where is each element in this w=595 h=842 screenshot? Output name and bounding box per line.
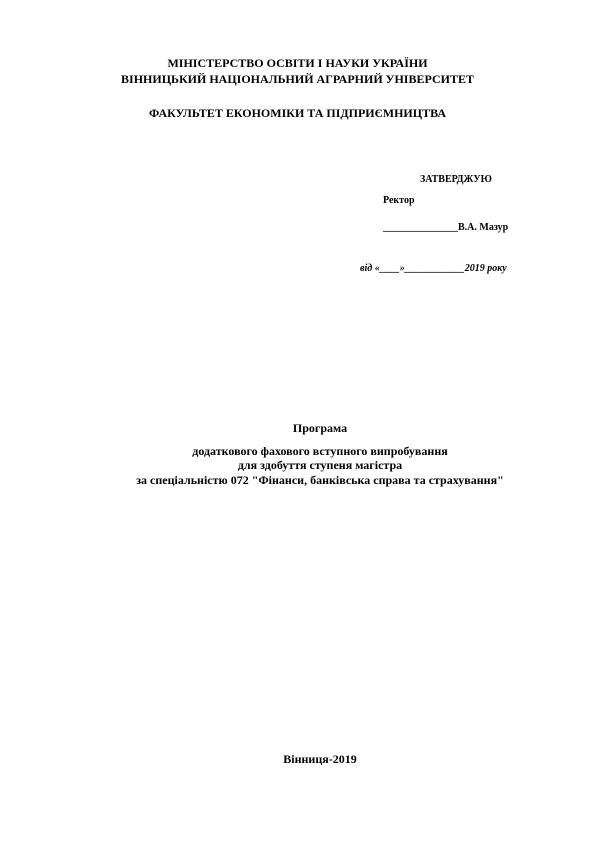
faculty-heading: ФАКУЛЬТЕТ ЕКОНОМІКИ ТА ПІДПРИЄМНИЦТВА — [148, 106, 447, 120]
approver-signature-line: _______________В.А. Мазур — [383, 222, 509, 233]
program-subtitle-line-2: для здобуття ступеня магістра — [237, 458, 403, 472]
program-title: Програма — [292, 421, 348, 435]
program-specialty-line: за спеціальністю 072 "Фінанси, банківська справа та страхування" — [136, 473, 504, 487]
university-heading: ВІННИЦЬКИЙ НАЦІОНАЛЬНИЙ АГРАРНИЙ УНІВЕРСИТЕТ — [121, 72, 474, 86]
ministry-heading: МІНІСТЕРСТВО ОСВІТИ І НАУКИ УКРАЇНИ — [167, 56, 428, 70]
approver-position: Ректор — [383, 195, 415, 206]
city-year: Вінниця-2019 — [283, 752, 357, 766]
program-subtitle-line-1: додаткового фахового вступного випробування — [192, 444, 448, 458]
approval-label: ЗАТВЕРДЖУЮ — [420, 174, 492, 185]
approval-date-line: від «____»____________2019 року — [360, 263, 507, 274]
